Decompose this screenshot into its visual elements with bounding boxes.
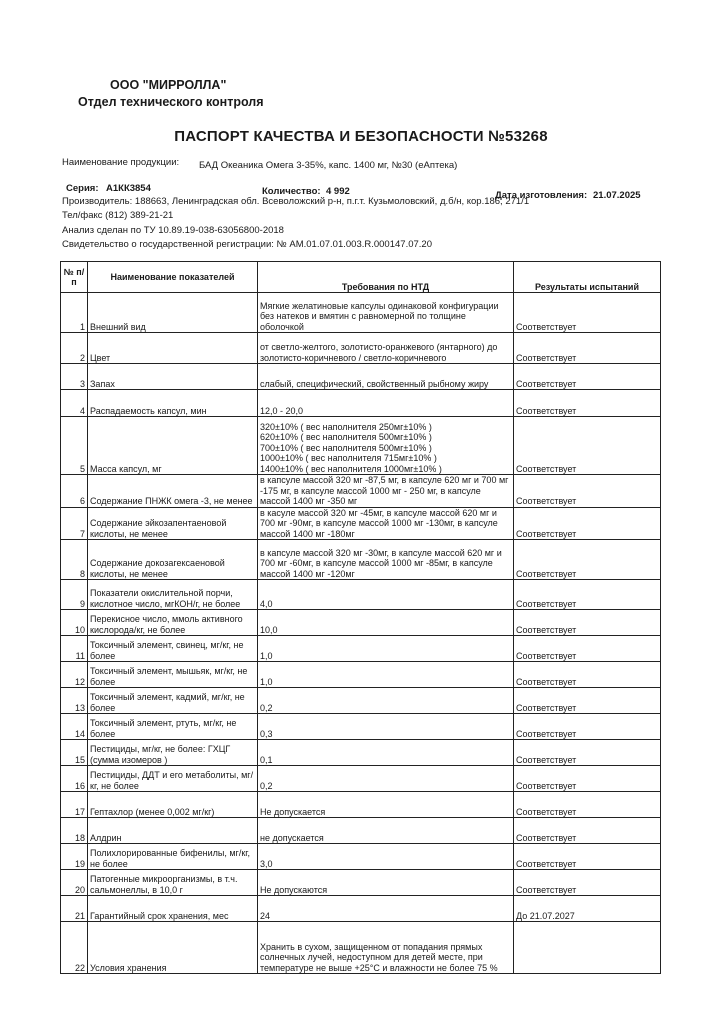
row-num: 9 [61,580,88,610]
table-row [61,896,661,922]
header-req: Требования по НТД [258,262,514,293]
row-result: Соответствует [514,475,661,508]
row-name: Распадаемость капсул, мин [88,390,258,417]
row-num: 8 [61,540,88,580]
row-requirement: 0,1 [258,740,514,766]
company-name: ООО "МИРРОЛЛА" [110,78,227,92]
row-num: 21 [61,896,88,922]
row-num: 11 [61,636,88,662]
row-name: Пестициды, мг/кг, не более: ГХЦГ (сумма изомеров ) [88,740,258,766]
row-num: 1 [61,293,88,333]
row-result: Соответствует [514,714,661,740]
table-row [61,922,661,974]
row-num: 14 [61,714,88,740]
row-num: 20 [61,870,88,896]
row-num: 16 [61,766,88,792]
row-num: 2 [61,333,88,364]
row-requirement: от светло-желтого, золотисто-оранжевого (янтарного) до золотисто-коричневого / светло-коричневого [258,333,514,364]
row-requirement: 12,0 - 20,0 [258,390,514,417]
table-row [61,740,661,766]
row-result: Соответствует [514,740,661,766]
row-num: 17 [61,792,88,818]
row-requirement: 0,2 [258,688,514,714]
row-name: Токсичный элемент, ртуть, мг/кг, не более [88,714,258,740]
row-result: Соответствует [514,610,661,636]
row-result: Соответствует [514,417,661,475]
quantity-label: Количество: [262,186,321,197]
row-num: 13 [61,688,88,714]
table-row [61,293,661,333]
row-num: 22 [61,922,88,974]
table-row [61,364,661,390]
row-name: Пестициды, ДДТ и его метаболиты, мг/кг, не более [88,766,258,792]
row-requirement: 10,0 [258,610,514,636]
row-result: Соответствует [514,333,661,364]
row-requirement: 3,0 [258,844,514,870]
row-result: Соответствует [514,870,661,896]
row-result: Соответствует [514,792,661,818]
row-result: Соответствует [514,688,661,714]
manufacturer-line: Производитель: 188663, Ленинградская обл. Всеволожский р-н, п.г.т. Кузьмоловский, д.б/н, кор.186, 271/1 [62,196,530,207]
table-row [61,766,661,792]
table-row [61,610,661,636]
table-row [61,714,661,740]
row-name: Гептахлор (менее 0,002 мг/кг) [88,792,258,818]
table-row [61,636,661,662]
row-result [514,922,661,974]
quality-table [60,261,661,974]
table-row [61,507,661,540]
table-row [61,333,661,364]
row-num: 10 [61,610,88,636]
series-value: А1КК3854 [106,183,151,194]
header-num: № п/п [61,262,88,293]
row-requirement: слабый, специфический, свойственный рыбному жиру [258,364,514,390]
table-row [61,844,661,870]
row-num: 15 [61,740,88,766]
analysis-line: Анализ сделан по ТУ 10.89.19-038-63056800-2018 [62,225,284,236]
row-result: Соответствует [514,293,661,333]
row-name: Содержание докозагексаеновой кислоты, не менее [88,540,258,580]
row-result: Соответствует [514,662,661,688]
product-label: Наименование продукции: [62,157,180,168]
row-name: Условия хранения [88,922,258,974]
row-name: Полихлорированные бифенилы, мг/кг, не более [88,844,258,870]
row-result: Соответствует [514,507,661,540]
table-row [61,475,661,508]
table-row [61,688,661,714]
row-name: Внешний вид [88,293,258,333]
row-result: Соответствует [514,818,661,844]
header-name: Наименование показателей [88,262,258,293]
row-name: Токсичный элемент, мышьяк, мг/кг, не более [88,662,258,688]
row-num: 19 [61,844,88,870]
row-num: 6 [61,475,88,508]
row-result: Соответствует [514,766,661,792]
row-num: 3 [61,364,88,390]
row-result: Соответствует [514,390,661,417]
row-result: Соответствует [514,844,661,870]
row-requirement: в капсуле массой 320 мг -87,5 мг, в капсуле 620 мг и 700 мг -175 мг, в капсуле массой 1000 мг - 250 мг, в капсуле массой 1400 мг -350 мг [258,475,514,508]
row-requirement: в капсуле массой 320 мг -30мг, в капсуле массой 620 мг и 700 мг -60мг, в капсуле массой 1000 мг -85мг, в капсуле массой 1400 мг -120мг [258,540,514,580]
table-row [61,390,661,417]
row-num: 5 [61,417,88,475]
row-num: 18 [61,818,88,844]
row-requirement: не допускается [258,818,514,844]
table-header-row [61,262,661,293]
table-row [61,417,661,475]
row-result: Соответствует [514,364,661,390]
series-label: Серия: [66,183,99,194]
certificate-line: Свидетельство о государственной регистрации: № AM.01.07.01.003.R.000147.07.20 [62,239,432,250]
row-result: Соответствует [514,636,661,662]
row-requirement: Хранить в сухом, защищенном от попадания прямых солнечных лучей, недоступном для детей месте, при температуре не выше +25°С и влажности не более 75 % [258,922,514,974]
date-value: 21.07.2025 [593,190,641,201]
row-name: Показатели окислительной порчи, кислотное число, мгКОН/г, не более [88,580,258,610]
phone-line: Тел/факс (812) 389-21-21 [62,210,174,221]
row-name: Гарантийный срок хранения, мес [88,896,258,922]
row-result: До 21.07.2027 [514,896,661,922]
row-requirement: 320±10% ( вес наполнителя 250мг±10% ) 620±10% ( вес наполнителя 500мг±10% ) 700±10% ( вес наполнителя 500мг±10% ) 1000±10% ( вес наполнителя 715мг±10% ) 1400±10% ( вес наполнителя 1000мг±10% ) [258,417,514,475]
table-row [61,818,661,844]
table-row [61,792,661,818]
row-name: Цвет [88,333,258,364]
table-row [61,580,661,610]
date-label: Дата изготовления: [495,190,588,201]
row-name: Патогенные микроорганизмы, в т.ч. сальмонеллы, в 10,0 г [88,870,258,896]
row-requirement: 0,3 [258,714,514,740]
row-requirement: 4,0 [258,580,514,610]
row-num: 4 [61,390,88,417]
row-requirement: Не допускаются [258,870,514,896]
row-result: Соответствует [514,580,661,610]
document-title: ПАСПОРТ КАЧЕСТВА И БЕЗОПАСНОСТИ №53268 [174,128,548,145]
row-name: Запах [88,364,258,390]
product-value: БАД Океаника Омега 3-35%, капс. 1400 мг, №30 (еАптека) [199,160,458,171]
row-name: Алдрин [88,818,258,844]
row-requirement: 1,0 [258,636,514,662]
department-name: Отдел технического контроля [78,95,264,109]
row-num: 7 [61,507,88,540]
table-row [61,540,661,580]
row-requirement: Не допускается [258,792,514,818]
row-name: Содержание эйкозапентаеновой кислоты, не менее [88,507,258,540]
row-requirement: 1,0 [258,662,514,688]
table-row [61,870,661,896]
row-requirement: Мягкие желатиновые капсулы одинаковой конфигурации без натеков и вмятин с равномерной по толщине оболочкой [258,293,514,333]
row-name: Масса капсул, мг [88,417,258,475]
quantity-value: 4 992 [326,186,350,197]
row-requirement: 0,2 [258,766,514,792]
row-num: 12 [61,662,88,688]
row-requirement: в касуле массой 320 мг -45мг, в капсуле массой 620 мг и 700 мг -90мг, в капсуле массой 1000 мг -130мг, в капсуле массой 1400 мг -180мг [258,507,514,540]
header-res: Результаты испытаний [514,262,661,293]
row-name: Токсичный элемент, кадмий, мг/кг, не более [88,688,258,714]
row-name: Перекисное число, ммоль активного кислорода/кг, не более [88,610,258,636]
row-name: Токсичный элемент, свинец, мг/кг, не более [88,636,258,662]
row-result: Соответствует [514,540,661,580]
table-row [61,662,661,688]
row-name: Содержание ПНЖК омега -3, не менее [88,475,258,508]
row-requirement: 24 [258,896,514,922]
